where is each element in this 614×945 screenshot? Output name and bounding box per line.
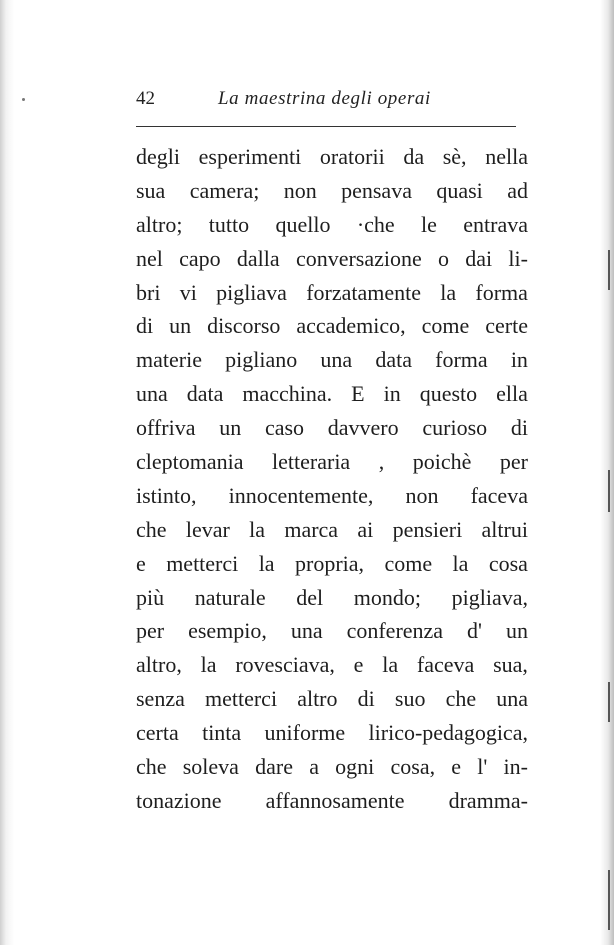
word: dare <box>255 754 293 780</box>
word: rovesciava, <box>235 652 335 678</box>
word: istinto, <box>136 482 197 508</box>
word: vi <box>179 279 197 305</box>
word: pigliava <box>216 279 287 305</box>
word: naturale <box>194 584 266 610</box>
word: un <box>219 415 242 441</box>
word: più <box>136 584 165 610</box>
word: di <box>136 313 154 339</box>
body-text <box>136 140 528 818</box>
text-line <box>136 411 528 445</box>
word: quello <box>275 211 331 237</box>
word: letteraria <box>272 449 351 475</box>
word: sua <box>136 177 166 203</box>
text-line <box>136 445 528 479</box>
text-line <box>136 581 528 615</box>
right-margin-mark <box>608 470 610 512</box>
word: conferenza <box>346 618 444 644</box>
word: in <box>510 347 528 373</box>
word: innocentemente, <box>228 482 374 508</box>
word: dramma- <box>448 787 528 813</box>
word: accademico, <box>296 313 406 339</box>
word: senza <box>136 686 185 712</box>
text-line <box>136 276 528 310</box>
word: la <box>200 652 217 678</box>
word: data <box>186 381 224 407</box>
word: cleptomania <box>136 449 244 475</box>
word: che <box>136 516 167 542</box>
word: suo <box>394 686 426 712</box>
word: affannosamente <box>265 787 405 813</box>
word: ·che <box>356 211 395 237</box>
word: ai <box>357 516 374 542</box>
word: la <box>258 550 275 576</box>
word: bri <box>136 279 161 305</box>
word: l' <box>477 754 488 780</box>
word: esperimenti <box>198 144 302 169</box>
word: in <box>383 381 401 407</box>
word: tutto <box>208 211 250 237</box>
text-line <box>136 174 528 208</box>
text-line <box>136 547 528 581</box>
text-line <box>136 208 528 242</box>
word: ad <box>507 177 528 203</box>
word: pensava <box>341 177 412 203</box>
running-title: La maestrina degli operai <box>218 88 431 109</box>
word: capo <box>179 245 221 271</box>
word: lirico-pedagogica, <box>368 720 528 746</box>
word: e <box>353 652 364 678</box>
word: forzatamente <box>306 279 422 305</box>
word: o <box>438 245 450 271</box>
word: come <box>384 550 433 576</box>
word: uniforme <box>264 720 346 746</box>
word: pigliano <box>225 347 298 373</box>
word: li- <box>508 245 528 271</box>
word: di <box>510 415 528 441</box>
right-margin-mark <box>608 682 610 722</box>
right-margin-mark <box>608 250 610 290</box>
word: e <box>136 550 146 576</box>
paper-speck <box>22 98 25 101</box>
word: nella <box>485 144 528 169</box>
word: nel <box>136 245 163 271</box>
word: quasi <box>436 177 483 203</box>
word: tonazione <box>136 787 222 813</box>
word: come <box>421 313 470 339</box>
word: materie <box>136 347 202 373</box>
word: altrui <box>481 516 528 542</box>
word: un <box>169 313 192 339</box>
word: in- <box>503 754 528 780</box>
word: degli <box>136 144 180 169</box>
text-line <box>136 242 528 276</box>
word: faceva <box>416 652 475 678</box>
word: non <box>405 482 439 508</box>
text-line <box>136 479 528 513</box>
text-line <box>136 140 528 174</box>
text-line <box>136 377 528 411</box>
page-number: 42 <box>136 88 155 109</box>
word: la <box>440 279 457 305</box>
word: macchina. <box>242 381 333 407</box>
word: sua, <box>493 652 528 678</box>
word: per <box>499 449 528 475</box>
word: entrava <box>463 211 528 237</box>
word: cosa, <box>390 754 436 780</box>
word: la <box>382 652 399 678</box>
word: offriva <box>136 415 196 441</box>
word: dalla <box>236 245 280 271</box>
word: forma <box>475 279 528 305</box>
word: , <box>378 449 385 475</box>
word: pigliava, <box>451 584 528 610</box>
word: una <box>320 347 353 373</box>
word: certa <box>136 720 179 746</box>
word: conversazione <box>295 245 422 271</box>
text-line <box>136 513 528 547</box>
word: una <box>290 618 323 644</box>
word: propria, <box>295 550 365 576</box>
word: data <box>375 347 412 373</box>
word: davvero <box>327 415 399 441</box>
word: da <box>403 144 425 169</box>
word: sè, <box>442 144 467 169</box>
word: curioso <box>422 415 488 441</box>
word: faceva <box>470 482 528 508</box>
word: altro, <box>136 652 182 678</box>
word: esempio, <box>188 618 267 644</box>
word: altro; <box>136 211 183 237</box>
word: certe <box>485 313 528 339</box>
word: soleva <box>182 754 239 780</box>
word: una <box>136 381 168 407</box>
word: che <box>445 686 477 712</box>
word: per <box>136 618 165 644</box>
word: la <box>249 516 266 542</box>
text-line <box>136 784 528 818</box>
word: ella <box>496 381 528 407</box>
word: altro <box>297 686 338 712</box>
word: cosa <box>488 550 528 576</box>
text-line <box>136 343 528 377</box>
word: e <box>451 754 462 780</box>
word: che <box>136 754 167 780</box>
word: dai <box>465 245 493 271</box>
word: camera; <box>189 177 260 203</box>
word: mondo; <box>353 584 421 610</box>
word: questo <box>419 381 478 407</box>
text-line <box>136 309 528 343</box>
word: E <box>351 381 365 407</box>
word: di <box>357 686 375 712</box>
text-line <box>136 614 528 648</box>
word: la <box>452 550 469 576</box>
word: un <box>505 618 528 644</box>
word: a <box>309 754 319 780</box>
word: le <box>421 211 437 237</box>
header-rule <box>136 126 516 127</box>
word: pensieri <box>392 516 463 542</box>
word: non <box>283 177 317 203</box>
word: caso <box>264 415 305 441</box>
word: del <box>296 584 324 610</box>
right-margin-mark <box>608 870 610 930</box>
word: d' <box>467 618 483 644</box>
word: discorso <box>207 313 281 339</box>
word: una <box>496 686 528 712</box>
word: tinta <box>202 720 242 746</box>
word: oratorii <box>319 144 385 169</box>
text-line <box>136 648 528 682</box>
page-header <box>136 88 514 116</box>
text-line <box>136 716 528 750</box>
word: metterci <box>204 686 278 712</box>
word: levar <box>185 516 230 542</box>
word: marca <box>284 516 339 542</box>
text-line <box>136 682 528 716</box>
word: forma <box>435 347 488 373</box>
word: ogni <box>335 754 375 780</box>
word: poichè <box>412 449 472 475</box>
word: metterci <box>166 550 239 576</box>
text-line <box>136 750 528 784</box>
